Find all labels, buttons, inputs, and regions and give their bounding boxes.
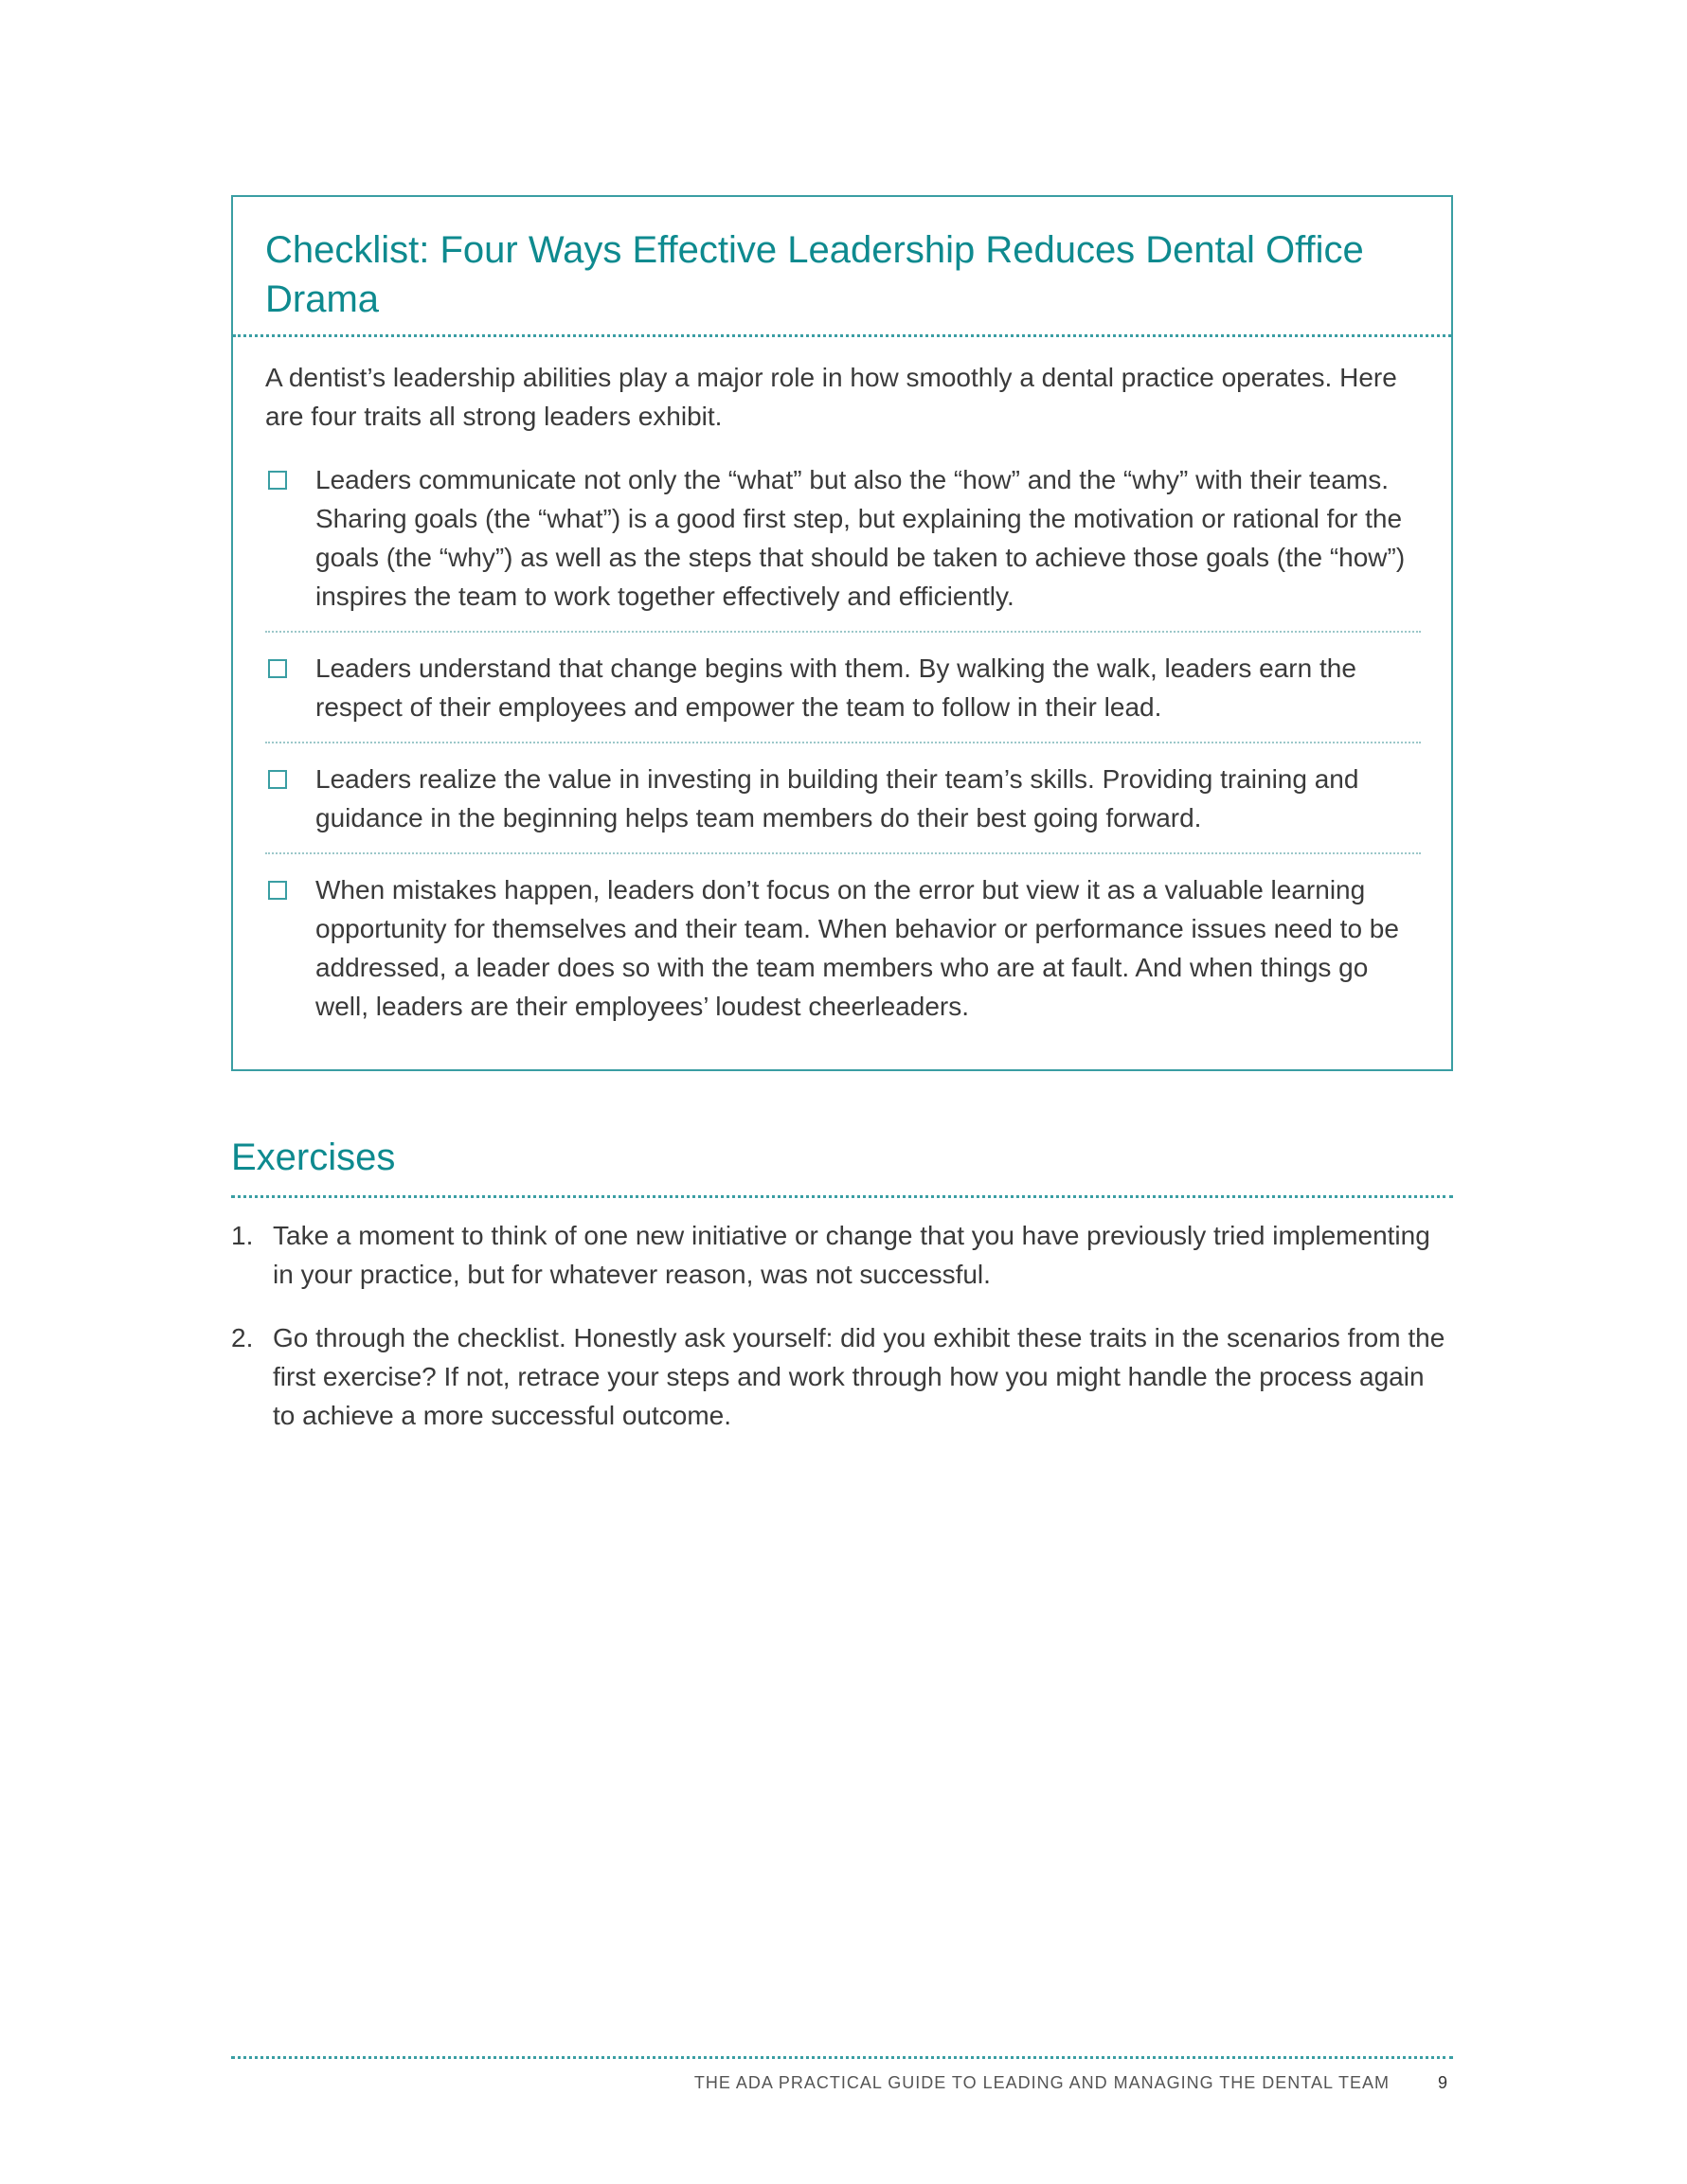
footer-title: THE ADA PRACTICAL GUIDE TO LEADING AND MANAGING THE DENTAL TEAM	[693, 2073, 1390, 2092]
item-divider	[265, 742, 1421, 743]
exercise-text: Take a moment to think of one new initiative or change that you have previously tried implementing in your practice, but for whatever reason, was not successful.	[273, 1221, 1430, 1289]
checklist-item-text: Leaders understand that change begins with them. By walking the walk, leaders earn the respect of their employees and empower the team to follow in their lead.	[315, 653, 1356, 722]
footer-divider	[231, 2056, 1453, 2059]
exercises-list	[231, 1216, 1453, 1459]
exercise-item	[231, 1216, 1453, 1294]
exercise-number: 1.	[231, 1221, 254, 1250]
checklist-item	[265, 870, 1421, 1026]
checklist-item	[265, 649, 1421, 726]
checkbox-icon[interactable]	[268, 471, 287, 490]
checkbox-icon[interactable]	[268, 881, 287, 900]
exercises-divider	[231, 1195, 1453, 1198]
checklist-title-divider	[233, 334, 1451, 337]
item-divider	[265, 631, 1421, 633]
checkbox-icon[interactable]	[268, 770, 287, 789]
exercise-text: Go through the checklist. Honestly ask yourself: did you exhibit these traits in the scenarios from the first exercise? If not, retrace your steps and work through how you might handle the process again to achieve a more successful outcome.	[273, 1323, 1445, 1430]
checklist-items	[265, 460, 1421, 1026]
checklist-item-text: Leaders realize the value in investing in building their team’s skills. Providing training and guidance in the beginning helps team members do their best going forward.	[315, 764, 1359, 832]
checklist-item	[265, 460, 1421, 616]
checklist-box	[231, 195, 1453, 1071]
checklist-item-text: Leaders communicate not only the “what” but also the “how” and the “why” with their teams. Sharing goals (the “what”) is a good first step, but explaining the motivation or rational for the goals (the “why”) as well as the steps that should be taken to achieve those goals (the “how”) inspires the team to work together effectively and efficiently.	[315, 465, 1406, 611]
checklist-item-text: When mistakes happen, leaders don’t focus on the error but view it as a valuable learning opportunity for themselves and their team. When behavior or performance issues need to be addressed, a leader does so with the team members who are at fault. And when things go well, leaders are their employees’ loudest cheerleaders.	[315, 875, 1399, 1021]
exercise-item	[231, 1318, 1453, 1435]
exercises-title: Exercises	[231, 1137, 396, 1178]
exercise-number: 2.	[231, 1323, 254, 1352]
checkbox-icon[interactable]	[268, 659, 287, 678]
checklist-title: Checklist: Four Ways Effective Leadership Reduces Dental Office Drama	[265, 229, 1364, 320]
page-number: 9	[1438, 2073, 1448, 2092]
item-divider	[265, 852, 1421, 854]
checklist-item	[265, 760, 1421, 837]
checklist-intro: A dentist’s leadership abilities play a major role in how smoothly a dental practice operates. Here are four traits all strong leaders exhibit.	[265, 363, 1397, 431]
